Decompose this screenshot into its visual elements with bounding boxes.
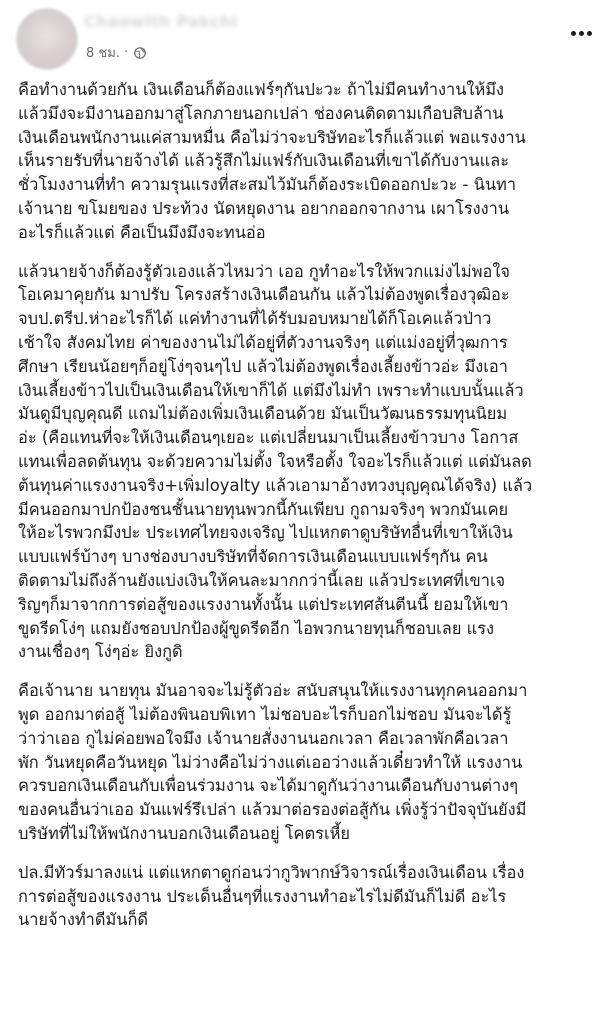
more-options-icon-dot <box>579 31 584 36</box>
more-options-icon <box>571 31 576 36</box>
post-paragraph: คือเจ้านาย นายทุน มันอาจจะไม่รู้ตัวอ่ะ สนับสนุนให้แรงงานทุกคนออกมา พูด ออกมาต่อสู้ ไม่ต้องพินอบพิเทา ไม่ชอบอะไรก็บอกไม่ชอบ มันจะได้รู้ ว่าว่าเออ กูไม่ค่อยพอใจมึง เจ้านายสั่งงานนอกเวลา คือเวลาพักคือเวลา พัก วันหยุดคือวันหยุด ไม่ว่างคือไม่ว่างแต่เออว่างแล้วเดี๋ยวทำให้ แรงงาน ควรบอกเงินเดือนกับเพื่อนร่วมงาน จะได้มาดูกันว่างานเดือนกับงานต่างๆ ของคนอื่นว่าเออ มันแฟร์รึเปล่า แล้วมาต่อรองต่อสู้กัน เพิ่งรู้ว่าปัจจุบันยังมี บริษัทที่ไม่ให้พนักงานบอกเงินเดือนอยู่ โคตรเหี้ย <box>18 681 528 843</box>
more-options-icon-dot <box>587 31 592 36</box>
post-paragraph: แล้วนายจ้างก็ต้องรู้ตัวเองแล้วไหมว่า เออ กูทำอะไรให้พวกแม่งไม่พอใจ โอเคมาคุยกัน มาปรับ โครงสร้างเงินเดือนกัน แล้วไม่ต้องพูดเรื่องวุฒิอะ จบป.ตรีป.ห่าอะไรก็ได้ แค่ทำงานที่ได้รับมอบหมายได้ก็โอเคแล้วป่าว เช้าใจ สังคมไทย ค่าของงานไม่ได้อยู่ที่ตัวงานจริงๆ แต่แม่งอยู่ที่วุฒการ ศึกษา เรียนน้อยๆก็อยู่โง่ๆจนๆไป แล้วไม่ต้องพูดเรื่องเลี้ยงข้าวอ่ะ มึงเอา เงินเลี้ยงข้าวไปเป็นเงินเดือนให้เขาก็ได้ แต่มึงไม่ทำ เพราะทำแบบนั้นแล้ว มันดูมีบุญคุณดี แถมไม่ต้องเพิ่มเงินเดือนด้วย มันเป็นวัฒนธรรมทุนนิยม อ่ะ (คือแทนที่จะให้เงินเดือนๆเยอะ แต่เปลี่ยนมาเป็นเลี้ยงข้าวบาง โอกาส แทนเพื่อลดต้นทุน จะด้วยความไม่ตั้ง ใจหรือตั้ง ใจอะไรก็แล้วแต่ แต่มันลด ต้นทุนค่าแรงงานจริง+เพิ่มloyalty แล้วเอามาอ้างทวงบุญคุณได้จริง) แล้ว มีคนออกมาปกป้องชนชั้นนายทุนพวกนี้กันเพียบ กูถามจริงๆ พวกมันเคย ให้อะไรพวกมึงปะ ประเทศไทยจงเจริญ ไปแหกตาดูบริษัทอื่นที่เขาให้เงิน แบบแฟร์บ้างๆ บางช่องบางบริษัทที่จัดการเงินเดือนแบบแฟร์ๆกัน คน ติดตามไม่ถึงล้านยังแบ่งเงินให้คนละมากกว่านี้เลย แล้วประเทศที่เขาเจ ริญๆก็มาจากการต่อสู้ของแรงงานทั้งนั้น แต่ประเทศส้นตีนนี้ ยอมให้เขา ขูดรีดโง่ๆ แถมยังชอบปกป้องผู้ขูดรีดอีก ไอพวกนายทุนก็ชอบเลย แรง งานเชื่องๆ โง่ๆอ่ะ ยิงกูดิ <box>18 261 533 662</box>
post-header <box>12 8 602 70</box>
post-paragraph: คือทำงานด้วยกัน เงินเดือนก็ต้องแฟร์ๆกันปะวะ ถ้าไม่มีคนทำงานให้มึง แล้วมึงจะมีงานออกมาสู่โลกภายนอกเปล่า ช่องคนติดตามเกือบสิบล้าน เงินเดือนพนักงานแค่สามหมื่น คือไม่ว่าจะบริษัทอะไรก็แล้วแต่ พอแรงงาน เห็นรายรับที่นายจ้างได้ แล้วรู้สึกไม่แฟร์กับเงินเดือนที่เขาได้กับงานและ ชั่วโมงงานที่ทำ ความรุนแรงที่สะสมไว้มันก็ต้องระเบิดออกปะวะ - นินทา เจ้านาย ขโมยของ ประท้วง นัดหยุดงาน อยากออกจากงาน เผาโรงงาน อะไรก็แล้วแต่ คือเป็นมึงมึงจะทนอ่อ <box>18 80 526 242</box>
post-time[interactable]: 8 ชม. <box>86 46 120 61</box>
more-options-button[interactable] <box>566 22 596 44</box>
post-body <box>18 78 598 947</box>
author-name[interactable]: Chaowith Pakchi <box>84 12 238 31</box>
avatar[interactable] <box>16 8 78 70</box>
post-paragraph: ปล.มีทัวร์มาลงแน่ แต่แหกตาดูก่อนว่ากูวิพากษ์วิจารณ์เรื่องเงินเดือน เรื่อง การต่อสู้ของแรงงาน ประเด็นอื่นๆที่แรงงานทำอะไรไม่ดีมันก็ไม่ดี อะไร นายจ้างทำดีมันก็ดี <box>18 862 525 930</box>
meta-separator: · <box>123 45 129 60</box>
globe-icon[interactable] <box>134 47 146 59</box>
post-meta <box>86 42 146 63</box>
